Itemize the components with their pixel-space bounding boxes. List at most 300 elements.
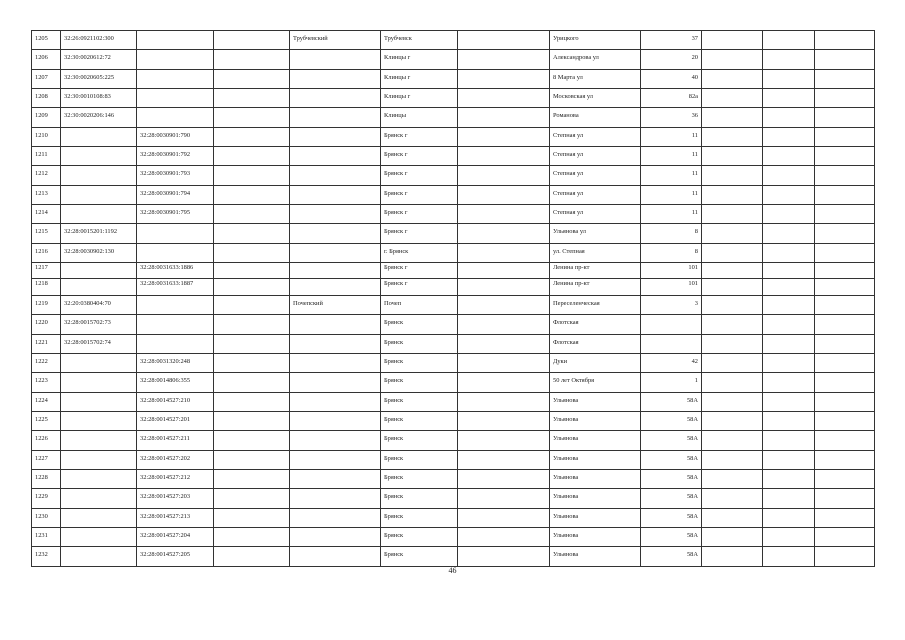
cell-column-11 [763,224,815,243]
table-row [32,50,875,69]
cell-street: Александрова ул [550,50,641,69]
cell-cadastral-number-1: 32:30:0020605:225 [61,69,137,88]
cell-cadastral-number-2: 32:28:0014527:212 [137,469,214,488]
cell-column-12 [815,353,875,372]
cell-street: Степная ул [550,127,641,146]
cell-cadastral-number-2: 32:28:0014527:210 [137,392,214,411]
cell-column-10 [702,508,763,527]
cell-column-4 [214,108,290,127]
cell-column-10 [702,50,763,69]
cell-column-4 [214,489,290,508]
cell-house-number: 101 [641,263,702,279]
cell-column-10 [702,547,763,566]
cell-column-12 [815,263,875,279]
cell-cadastral-number-2 [137,89,214,108]
cell-locality: Брянск г [381,279,458,295]
table-row [32,69,875,88]
cell-cadastral-number-2: 32:28:0014806:355 [137,373,214,392]
cell-column-12 [815,147,875,166]
cell-cadastral-number-1 [61,508,137,527]
cell-district [290,527,381,546]
cell-district [290,334,381,353]
cell-house-number: 58А [641,392,702,411]
cell-cadastral-number-1 [61,263,137,279]
cell-column-12 [815,50,875,69]
table-row [32,469,875,488]
cell-column-12 [815,31,875,50]
table-row [32,295,875,314]
cell-column-10 [702,69,763,88]
cell-district [290,489,381,508]
cell-column-12 [815,279,875,295]
cell-column-10 [702,263,763,279]
cell-row-number: 1219 [32,295,61,314]
cell-column-10 [702,450,763,469]
cell-cadastral-number-2 [137,224,214,243]
cell-cadastral-number-2: 32:28:0030901:794 [137,185,214,204]
cell-house-number: 36 [641,108,702,127]
cell-cadastral-number-2: 32:28:0030901:795 [137,205,214,224]
cell-street: Ленина пр-кт [550,279,641,295]
cell-column-7 [458,69,550,88]
cell-district [290,353,381,372]
cell-column-10 [702,527,763,546]
cell-district [290,411,381,430]
cell-column-4 [214,527,290,546]
cell-column-7 [458,411,550,430]
cell-street: Степная ул [550,166,641,185]
cell-street: Ленина пр-кт [550,263,641,279]
cell-column-11 [763,166,815,185]
cell-column-4 [214,547,290,566]
cell-column-7 [458,89,550,108]
cell-column-10 [702,205,763,224]
table-row [32,547,875,566]
cell-column-12 [815,411,875,430]
cell-locality: Брянск [381,469,458,488]
cell-cadastral-number-2 [137,243,214,262]
cell-locality: Брянск [381,489,458,508]
cell-locality: Брянск [381,508,458,527]
cell-cadastral-number-1 [61,185,137,204]
cell-cadastral-number-2 [137,31,214,50]
cell-cadastral-number-1 [61,547,137,566]
cell-house-number: 58А [641,450,702,469]
cell-street: Флотская [550,315,641,334]
cell-street: Дуки [550,353,641,372]
cell-row-number: 1216 [32,243,61,262]
cell-house-number: 3 [641,295,702,314]
cell-column-10 [702,127,763,146]
cell-district [290,547,381,566]
cell-column-12 [815,450,875,469]
cell-locality: Брянск [381,450,458,469]
cell-locality: Почеп [381,295,458,314]
cell-street: Романова [550,108,641,127]
cell-column-12 [815,373,875,392]
cell-column-4 [214,469,290,488]
cell-cadastral-number-1: 32:28:0030902:130 [61,243,137,262]
cell-cadastral-number-1 [61,373,137,392]
table-row [32,411,875,430]
cell-column-7 [458,263,550,279]
cell-house-number: 58А [641,527,702,546]
cell-column-7 [458,279,550,295]
cell-column-12 [815,127,875,146]
table-row [32,89,875,108]
cell-column-10 [702,224,763,243]
cell-district [290,508,381,527]
cell-district [290,127,381,146]
cell-house-number: 58А [641,469,702,488]
cell-cadastral-number-1: 32:28:0015702:73 [61,315,137,334]
cell-column-7 [458,508,550,527]
cell-column-12 [815,89,875,108]
cell-column-7 [458,224,550,243]
cell-cadastral-number-1: 32:26:0921102:300 [61,31,137,50]
cell-district: Трубчевский [290,31,381,50]
cell-row-number: 1210 [32,127,61,146]
cell-street: Ульянова [550,547,641,566]
cell-column-7 [458,315,550,334]
cell-house-number: 11 [641,205,702,224]
cell-cadastral-number-2: 32:28:0031633:1887 [137,279,214,295]
cell-locality: Брянск г [381,263,458,279]
cell-district [290,69,381,88]
cell-row-number: 1205 [32,31,61,50]
cell-column-11 [763,263,815,279]
cell-cadastral-number-2: 32:28:0014527:211 [137,431,214,450]
cell-house-number: 11 [641,166,702,185]
cell-street: Ульянова [550,450,641,469]
cell-column-4 [214,50,290,69]
cell-cadastral-number-2: 32:28:0014527:201 [137,411,214,430]
cell-column-7 [458,353,550,372]
cell-column-4 [214,392,290,411]
table-row [32,224,875,243]
cell-district [290,450,381,469]
cell-house-number: 8 [641,243,702,262]
cell-column-7 [458,489,550,508]
cell-column-10 [702,334,763,353]
table-row [32,431,875,450]
cell-column-11 [763,243,815,262]
cell-column-11 [763,392,815,411]
cell-column-7 [458,334,550,353]
table-row [32,108,875,127]
cell-cadastral-number-1: 32:30:0020206:146 [61,108,137,127]
cell-house-number: 20 [641,50,702,69]
cell-street: 50 лет Октября [550,373,641,392]
cell-column-4 [214,263,290,279]
cell-cadastral-number-1 [61,392,137,411]
cell-cadastral-number-2: 32:28:0014527:203 [137,489,214,508]
cell-house-number: 58А [641,431,702,450]
cell-locality: Клинцы г [381,50,458,69]
cell-street: Ульянова [550,508,641,527]
cell-column-11 [763,469,815,488]
cell-column-7 [458,450,550,469]
cell-row-number: 1217 [32,263,61,279]
cell-row-number: 1215 [32,224,61,243]
cell-locality: г. Брянск [381,243,458,262]
cell-street: Ульянова [550,431,641,450]
cell-column-11 [763,334,815,353]
cell-cadastral-number-1 [61,469,137,488]
cell-row-number: 1207 [32,69,61,88]
cell-cadastral-number-2: 32:28:0014527:204 [137,527,214,546]
cell-column-4 [214,224,290,243]
cell-column-4 [214,243,290,262]
cell-column-11 [763,315,815,334]
cell-house-number: 58А [641,547,702,566]
cell-column-4 [214,31,290,50]
cell-street: Степная ул [550,185,641,204]
cell-row-number: 1214 [32,205,61,224]
cell-street: Московская ул [550,89,641,108]
cell-house-number: 40 [641,69,702,88]
cell-column-7 [458,185,550,204]
cell-district [290,224,381,243]
cell-cadastral-number-2: 32:28:0030901:793 [137,166,214,185]
cell-column-10 [702,431,763,450]
cell-locality: Брянск г [381,224,458,243]
cell-row-number: 1211 [32,147,61,166]
cell-locality: Брянск г [381,166,458,185]
cell-street: ул. Степная [550,243,641,262]
cell-cadastral-number-1 [61,147,137,166]
cell-column-4 [214,353,290,372]
cell-district [290,263,381,279]
cell-column-12 [815,243,875,262]
cell-column-7 [458,205,550,224]
cell-column-4 [214,295,290,314]
registry-table [31,30,875,567]
cell-street: Степная ул [550,205,641,224]
cell-row-number: 1226 [32,431,61,450]
cell-district [290,243,381,262]
cell-column-4 [214,185,290,204]
cell-house-number: 37 [641,31,702,50]
cell-column-4 [214,334,290,353]
cell-row-number: 1220 [32,315,61,334]
cell-column-10 [702,89,763,108]
cell-row-number: 1225 [32,411,61,430]
cell-column-12 [815,489,875,508]
cell-column-4 [214,127,290,146]
table-row [32,147,875,166]
cell-row-number: 1213 [32,185,61,204]
cell-locality: Брянск [381,334,458,353]
cell-column-11 [763,89,815,108]
cell-cadastral-number-1 [61,431,137,450]
cell-house-number: 8 [641,224,702,243]
cell-column-7 [458,431,550,450]
cell-row-number: 1227 [32,450,61,469]
cell-locality: Брянск [381,353,458,372]
cell-locality: Брянск г [381,205,458,224]
cell-column-11 [763,205,815,224]
cell-column-7 [458,373,550,392]
cell-locality: Брянск [381,315,458,334]
cell-locality: Клинцы г [381,89,458,108]
cell-column-12 [815,527,875,546]
cell-column-11 [763,147,815,166]
cell-column-11 [763,108,815,127]
table-row [32,205,875,224]
cell-district [290,166,381,185]
cell-column-7 [458,243,550,262]
table-row [32,315,875,334]
table-row [32,263,875,279]
cell-column-7 [458,469,550,488]
cell-column-11 [763,373,815,392]
cell-street: Ульянова [550,392,641,411]
cell-cadastral-number-1 [61,527,137,546]
cell-locality: Трубчевск [381,31,458,50]
cell-row-number: 1222 [32,353,61,372]
cell-cadastral-number-1 [61,489,137,508]
cell-street: Ульянова [550,489,641,508]
cell-column-10 [702,315,763,334]
cell-column-10 [702,108,763,127]
cell-row-number: 1231 [32,527,61,546]
cell-district [290,108,381,127]
cell-column-4 [214,69,290,88]
cell-column-11 [763,279,815,295]
cell-row-number: 1228 [32,469,61,488]
cell-cadastral-number-2: 32:28:0014527:213 [137,508,214,527]
cell-column-12 [815,69,875,88]
cell-cadastral-number-1 [61,450,137,469]
cell-column-10 [702,353,763,372]
cell-column-11 [763,295,815,314]
cell-cadastral-number-2 [137,50,214,69]
cell-cadastral-number-1 [61,166,137,185]
cell-district [290,279,381,295]
cell-column-10 [702,279,763,295]
cell-column-10 [702,469,763,488]
table-row [32,353,875,372]
cell-house-number: 58А [641,508,702,527]
cell-locality: Клинцы г [381,69,458,88]
cell-row-number: 1208 [32,89,61,108]
cell-column-11 [763,489,815,508]
cell-column-7 [458,50,550,69]
cell-locality: Брянск г [381,127,458,146]
cell-column-11 [763,527,815,546]
page-number: 46 [448,566,457,575]
cell-cadastral-number-1 [61,353,137,372]
cell-column-4 [214,508,290,527]
cell-district [290,373,381,392]
cell-column-11 [763,69,815,88]
cell-street: Ульянова [550,469,641,488]
table-row [32,373,875,392]
cell-column-12 [815,108,875,127]
cell-column-10 [702,411,763,430]
cell-column-4 [214,450,290,469]
cell-house-number: 42 [641,353,702,372]
cell-cadastral-number-1 [61,279,137,295]
cell-column-4 [214,411,290,430]
cell-column-12 [815,224,875,243]
cell-street: Ульянова [550,527,641,546]
cell-column-12 [815,295,875,314]
cell-column-10 [702,166,763,185]
table-row [32,185,875,204]
cell-locality: Брянск [381,547,458,566]
table-row [32,31,875,50]
cell-column-10 [702,31,763,50]
cell-cadastral-number-2 [137,69,214,88]
cell-column-11 [763,547,815,566]
cell-cadastral-number-1: 32:30:0010108:83 [61,89,137,108]
cell-locality: Брянск [381,392,458,411]
cell-column-4 [214,431,290,450]
table-row [32,527,875,546]
cell-column-11 [763,431,815,450]
cell-column-7 [458,295,550,314]
cell-column-7 [458,108,550,127]
cell-column-11 [763,185,815,204]
cell-column-4 [214,147,290,166]
cell-column-12 [815,315,875,334]
cell-cadastral-number-1: 32:20:0380404:70 [61,295,137,314]
cell-locality: Брянск [381,373,458,392]
table-row [32,450,875,469]
cell-cadastral-number-2: 32:28:0031320:248 [137,353,214,372]
cell-district [290,469,381,488]
cell-column-4 [214,279,290,295]
cell-cadastral-number-2: 32:28:0014527:205 [137,547,214,566]
cell-column-11 [763,450,815,469]
cell-cadastral-number-1 [61,127,137,146]
cell-column-10 [702,243,763,262]
cell-house-number [641,315,702,334]
table-row [32,279,875,295]
cell-column-11 [763,127,815,146]
cell-cadastral-number-2: 32:28:0014527:202 [137,450,214,469]
cell-locality: Брянск г [381,185,458,204]
cell-column-12 [815,469,875,488]
cell-district [290,205,381,224]
cell-row-number: 1218 [32,279,61,295]
cell-district [290,89,381,108]
cell-cadastral-number-2 [137,108,214,127]
cell-column-4 [214,205,290,224]
cell-cadastral-number-2: 32:28:0030901:792 [137,147,214,166]
cell-column-7 [458,127,550,146]
cell-row-number: 1221 [32,334,61,353]
cell-column-11 [763,508,815,527]
cell-house-number: 11 [641,147,702,166]
cell-cadastral-number-2 [137,334,214,353]
cell-house-number: 1 [641,373,702,392]
cell-column-7 [458,392,550,411]
cell-row-number: 1232 [32,547,61,566]
cell-cadastral-number-2 [137,295,214,314]
cell-column-12 [815,508,875,527]
cell-column-10 [702,185,763,204]
cell-column-11 [763,50,815,69]
cell-row-number: 1209 [32,108,61,127]
cell-column-7 [458,527,550,546]
cell-house-number: 101 [641,279,702,295]
cell-column-4 [214,373,290,392]
cell-column-11 [763,411,815,430]
cell-district [290,147,381,166]
